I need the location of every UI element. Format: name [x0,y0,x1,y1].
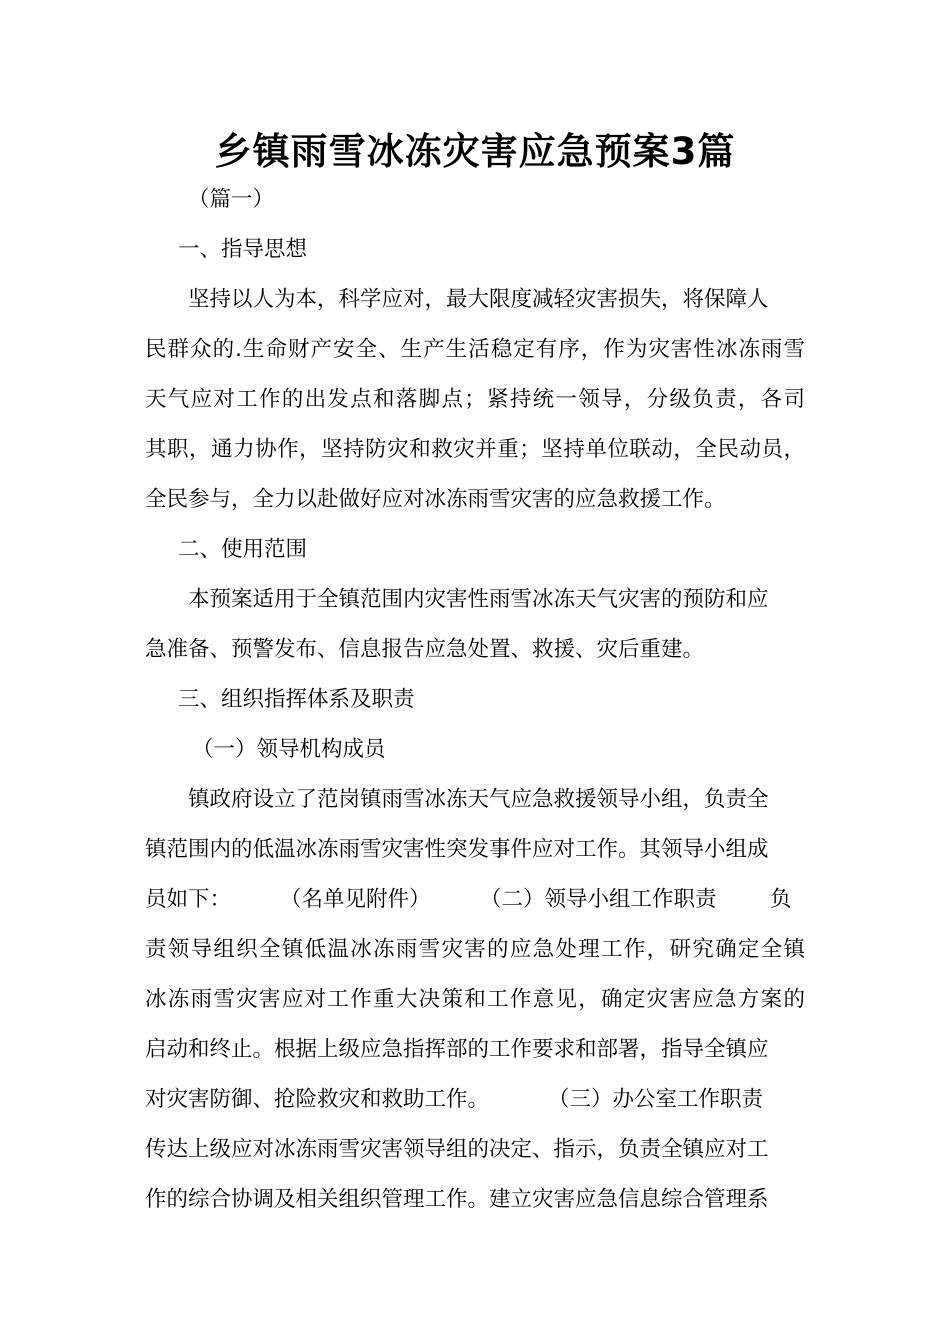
paragraph-line: 民群众的.生命财产安全、生产生活稳定有序，作为灾害性冰冻雨雪 [145,337,805,362]
members-tail: 负 [770,887,792,912]
paragraph-line: 启动和终止。根据上级应急指挥部的工作要求和部署，指导全镇应 [145,1037,769,1062]
paragraph-line: 镇范围内的低温冰冻雨雪灾害性突发事件应对工作。其领导小组成 [145,837,769,862]
paragraph-line: 天气应对工作的出发点和落脚点；紧持统一领导，分级负责，各司 [145,387,805,412]
section-heading-scope: 二、使用范围 [178,537,308,562]
paragraph-line: 镇政府设立了范岗镇雨雪冰冻天气应急救援领导小组，负责全 [188,787,769,812]
part-label: （篇一） [188,187,275,212]
paragraph-line: 本预案适用于全镇范围内灾害性雨雪冰冻天气灾害的预防和应 [188,587,769,612]
members-roster-note: （名单见附件） [280,887,431,912]
paragraph-line: 坚持以人为本，科学应对，最大限度减轻灾害损失，将保障人 [188,287,769,312]
section-heading-organization: 三、组织指挥体系及职责 [178,687,415,712]
paragraph-line: 责领导组织全镇低温冰冻雨雪灾害的应急处理工作，研究确定全镇 [145,937,805,962]
document-title: 乡镇雨雪冰冻灾害应急预案3篇 [214,130,736,173]
paragraph-line: 传达上级应对冰冻雨雪灾害领导组的决定、指示，负责全镇应对工 [145,1137,769,1162]
paragraph-line: 急准备、预警发布、信息报告应急处置、救援、灾后重建。 [145,637,705,662]
paragraph-line: 全民参与，全力以赴做好应对冰冻雨雪灾害的应急救援工作。 [145,487,726,512]
rescue-lead: 对灾害防御、抢险救灾和救助工作。 [145,1087,490,1112]
section-heading-guiding-principle: 一、指导思想 [178,237,308,262]
subsection-heading-office-duties: （三）办公室工作职责 [548,1087,764,1112]
subsection-heading-leadership-duties: （二）领导小组工作职责 [480,887,717,912]
paragraph-line: 其职，通力协作，坚持防灾和救灾并重；坚持单位联动，全民动员， [145,437,805,462]
paragraph-line: 冰冻雨雪灾害应对工作重大决策和工作意见，确定灾害应急方案的 [145,987,805,1012]
paragraph-line: 作的综合协调及相关组织管理工作。建立灾害应急信息综合管理系 [145,1187,769,1212]
members-lead: 员如下： [145,887,232,912]
subsection-heading-leadership: （一）领导机构成员 [192,737,386,762]
